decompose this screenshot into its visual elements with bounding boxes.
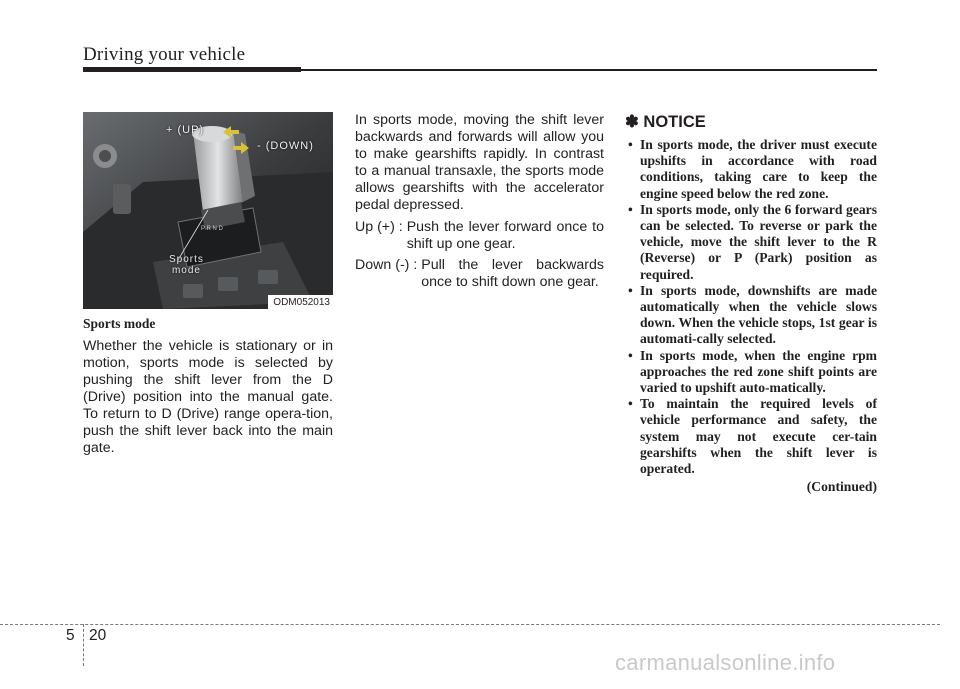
definition-down [355, 257, 604, 291]
bullet-icon: • [628, 347, 633, 363]
gearshift-intro: In sports mode, moving the shift lever backwards and forwards will allow you to make gearshifts rapidly. In contrast to a manual transaxle, the sports mode allows gearshifts with the accelerator pedal depressed. [355, 112, 604, 213]
footer-vertical-rule [83, 624, 84, 666]
bullet-icon: • [628, 282, 633, 298]
notice-title: NOTICE [643, 113, 706, 131]
header-rule-thick [83, 67, 301, 72]
notice-item-text: To maintain the required levels of vehicle performance and safety, the system may not execute cer-tain gearshifts when the shift lever is operated. [640, 396, 877, 477]
notice-item [625, 137, 877, 202]
page-header-title: Driving your vehicle [83, 44, 246, 65]
notice-item [625, 396, 877, 477]
column-gearshift [355, 112, 604, 295]
notice-item-text: In sports mode, when the engine rpm approaches the red zone shift points are varied to upshift auto-matically. [640, 347, 877, 396]
notice-list [625, 137, 877, 477]
page-number: 20 [89, 627, 107, 644]
shift-lever-figure [83, 112, 333, 309]
up-desc: Push the lever forward once to shift up one gear. [406, 219, 604, 252]
notice-item [625, 202, 877, 283]
label-mode: mode [171, 265, 201, 276]
down-desc: Pull the lever backwards once to shift down one gear. [421, 257, 604, 290]
label-down: - (DOWN) [257, 140, 314, 152]
bullet-icon: • [628, 137, 633, 152]
watermark: carmanualsonline.info [615, 650, 836, 675]
notice-item-text: In sports mode, the driver must execute upshifts in accordance with road conditions, taking care to keep the engine speed below the red zone. [640, 137, 877, 201]
notice-item-text: In sports mode, downshifts are made automatically when the vehicle slows down. When the vehicle stops, 1st gear is automati-cally selected. [640, 282, 877, 347]
page-section-number: 5 [66, 627, 75, 644]
label-sports-mode [169, 254, 204, 276]
notice-box [625, 112, 877, 495]
header-rule-thin [301, 69, 877, 71]
column-sports-mode [83, 316, 333, 457]
label-sports: Sports [169, 254, 204, 265]
sports-mode-description: Whether the vehicle is stationary or in motion, sports mode is selected by pushing the shift lever from the D (Drive) position into the manual gate. To return to D (Drive) range opera-tion, push the shift lever back into the main gate. [83, 338, 333, 456]
down-term: Down (-) : [355, 257, 418, 273]
definition-up [355, 219, 604, 253]
notice-symbol-icon: ✽ [625, 113, 639, 131]
figure-code: ODM052013 [268, 295, 333, 309]
bullet-icon: • [628, 396, 633, 412]
bullet-icon: • [628, 201, 633, 217]
label-up: + (UP) [166, 124, 205, 136]
section-heading: Sports mode [83, 316, 156, 331]
footer-dashed-rule [0, 624, 940, 625]
up-term: Up (+) : [355, 219, 403, 235]
notice-item [625, 283, 877, 348]
svg-text:P R N D: P R N D [201, 226, 223, 232]
notice-item [625, 348, 877, 397]
notice-item-text: In sports mode, only the 6 forward gears can be selected. To reverse or park the vehicle, move the shift lever to the R (Reverse) or P (Park) position as required. [640, 201, 877, 282]
continued-label: (Continued) [806, 479, 877, 495]
notice-heading [625, 112, 877, 132]
